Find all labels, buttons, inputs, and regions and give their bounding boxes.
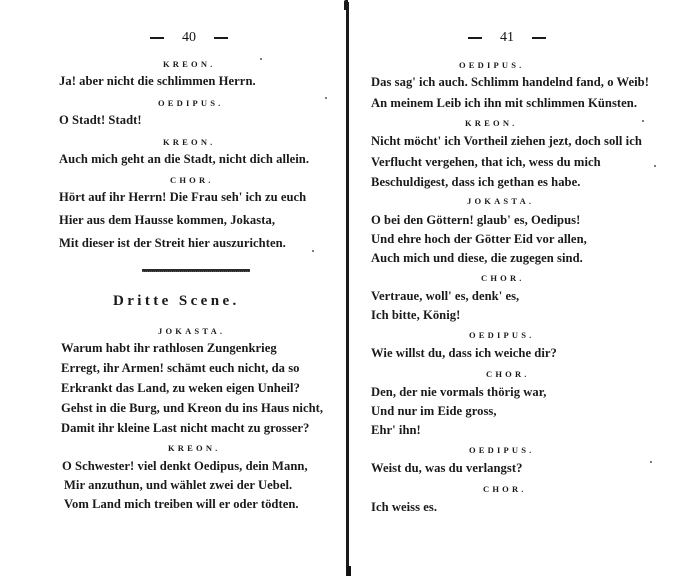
left-page [0, 0, 346, 576]
verse-line: O Stadt! Stadt! [59, 113, 142, 127]
verse-line: Mir anzuthun, und wählet zwei der Uebel. [64, 478, 293, 492]
verse-line: Erkrankt das Land, zu weken eigen Unheil? [61, 381, 300, 395]
verse-line: Wie willst du, dass ich weiche dir? [371, 346, 557, 360]
verse-line: Auch mich und diese, die zugegen sind. [371, 251, 583, 265]
verse-line: Damit ihr kleine Last nicht macht zu grosser? [61, 421, 310, 435]
scene-title: Dritte Scene. [113, 293, 240, 309]
speaker-name: CHOR. [170, 175, 214, 185]
verse-line: Ich weiss es. [371, 500, 438, 514]
page-number: 40 [182, 30, 196, 45]
speaker-name: CHOR. [483, 484, 527, 494]
verse-line: Auch mich geht an die Stadt, nicht dich allein. [59, 152, 310, 166]
verse-line: Mit dieser ist der Streit hier auszurichten. [59, 236, 286, 250]
verse-line: Warum habt ihr rathlosen Zungenkrieg [61, 341, 277, 355]
speaker-name: OEDIPUS. [469, 445, 535, 455]
speaker-name: JOKASTA. [467, 196, 535, 206]
em-dash-ornament [532, 37, 546, 39]
verse-line: Verflucht vergehen, that ich, wess du mich [371, 155, 601, 169]
page-header-left [150, 30, 228, 46]
book-spine-gutter [346, 2, 349, 576]
speaker-name: JOKASTA. [158, 326, 226, 336]
verse-line: Ja! aber nicht die schlimmen Herrn. [59, 74, 256, 88]
verse-line: Erregt, ihr Armen! schämt euch nicht, da so [61, 361, 300, 375]
paper-speck [654, 165, 656, 167]
right-page [350, 0, 698, 576]
paper-speck [642, 120, 644, 122]
verse-line: Ehr' ihn! [371, 423, 421, 437]
verse-line: Hier aus dem Hausse kommen, Jokasta, [59, 213, 276, 227]
speaker-name: CHOR. [481, 273, 525, 283]
verse-line: Und ehre hoch der Götter Eid vor allen, [371, 232, 587, 246]
page-number: 41 [500, 30, 514, 45]
verse-line: Nicht möcht' ich Vortheil ziehen jezt, doch soll ich [371, 134, 642, 148]
verse-line: Vom Land mich treiben will er oder tödten. [64, 497, 299, 511]
speaker-name: OEDIPUS. [469, 330, 535, 340]
verse-line: Und nur im Eide gross, [371, 404, 497, 418]
verse-line: Ich bitte, König! [371, 308, 461, 322]
paper-speck [260, 58, 262, 60]
em-dash-ornament [468, 37, 482, 39]
speaker-name: KREON. [163, 137, 216, 147]
paper-speck [312, 250, 314, 252]
scene-divider-rule [142, 269, 250, 272]
speaker-name: KREON. [168, 443, 221, 453]
speaker-name: KREON. [163, 59, 216, 69]
speaker-name: OEDIPUS. [158, 98, 224, 108]
verse-line: Gehst in die Burg, und Kreon du ins Haus nicht, [61, 401, 324, 415]
verse-line: O bei den Göttern! glaub' es, Oedipus! [371, 213, 581, 227]
speaker-name: OEDIPUS. [459, 60, 525, 70]
paper-speck [650, 461, 652, 463]
speaker-name: KREON. [465, 118, 518, 128]
em-dash-ornament [214, 37, 228, 39]
page-header-right [468, 30, 546, 46]
paper-speck [325, 97, 327, 99]
verse-line: An meinem Leib ich ihn mit schlimmen Künsten. [371, 96, 638, 110]
em-dash-ornament [150, 37, 164, 39]
verse-line: Das sag' ich auch. Schlimm handelnd fand, o Weib! [371, 75, 649, 89]
verse-line: Weist du, was du verlangst? [371, 461, 523, 475]
verse-line: Hört auf ihr Herrn! Die Frau seh' ich zu euch [59, 190, 307, 204]
verse-line: Den, der nie vormals thörig war, [371, 385, 547, 399]
verse-line: Beschuldigest, dass ich gethan es habe. [371, 175, 581, 189]
verse-line: O Schwester! viel denkt Oedipus, dein Mann, [62, 459, 308, 473]
verse-line: Vertraue, woll' es, denk' es, [371, 289, 520, 303]
speaker-name: CHOR. [486, 369, 530, 379]
